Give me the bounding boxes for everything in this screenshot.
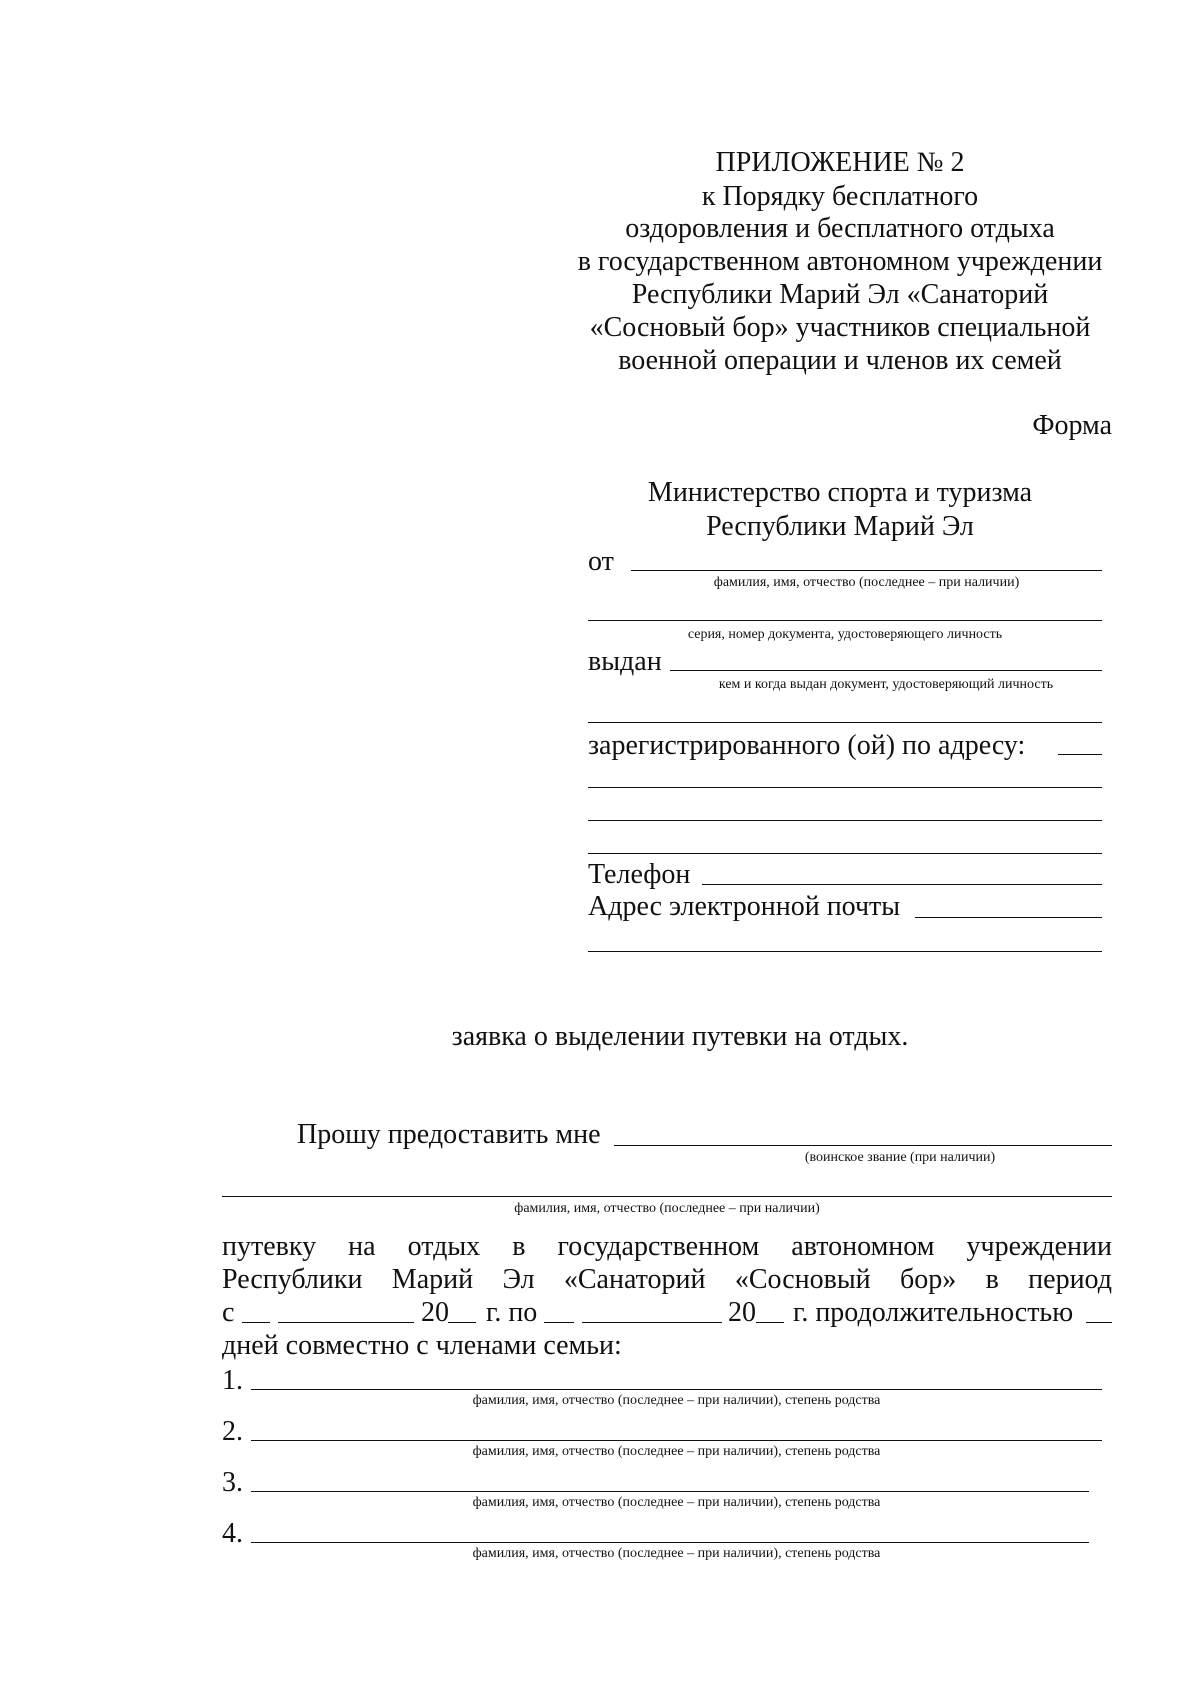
document-series-field[interactable] [588, 620, 1102, 621]
member-1-hint: фамилия, имя, отчество (последнее – при наличии), степень родства [472, 1393, 881, 1408]
appendix-line-5: «Сосновый бор» участников специальной [589, 312, 1091, 343]
document-series-hint: серия, номер документа, удостоверяющего личность [687, 627, 1003, 642]
body-line-2: Республики Марий Эл «Санаторий «Сосновый бор» в период [222, 1264, 1112, 1295]
issued-by-field-2[interactable] [588, 722, 1102, 723]
member-3-hint: фамилия, имя, отчество (последнее – при наличии), степень родства [472, 1495, 881, 1510]
email-label: Адрес электронной почты [588, 891, 901, 922]
issued-label: выдан [588, 646, 662, 677]
period-start-day-field[interactable] [242, 1322, 270, 1323]
member-2-number: 2. [222, 1416, 243, 1447]
address-label: зарегистрированного (ой) по адресу: [588, 730, 1026, 761]
member-2-field[interactable] [251, 1440, 1102, 1441]
duration-days-field[interactable] [1086, 1322, 1112, 1323]
body-line-4: дней совместно с членами семьи: [222, 1330, 622, 1361]
appendix-title: ПРИЛОЖЕНИЕ № 2 [715, 147, 965, 178]
from-fio-field[interactable] [631, 570, 1102, 571]
email-field[interactable] [915, 917, 1102, 918]
member-1-field[interactable] [251, 1389, 1102, 1390]
member-2-hint: фамилия, имя, отчество (последнее – при наличии), степень родства [472, 1444, 881, 1459]
address-field-line-2[interactable] [588, 787, 1102, 788]
email-field-line-2[interactable] [588, 951, 1102, 952]
request-intro: Прошу предоставить мне [297, 1119, 601, 1150]
period-20-b: 20 [728, 1297, 756, 1328]
issued-by-hint: кем и когда выдан документ, удостоверяющий личность [718, 677, 1054, 692]
period-start-year-field[interactable] [448, 1322, 476, 1323]
ministry-line-1: Министерство спорта и туризма [647, 477, 1033, 508]
appendix-line-2: оздоровления и бесплатного отдыха [625, 213, 1055, 244]
period-20-a: 20 [421, 1297, 449, 1328]
member-1-number: 1. [222, 1365, 243, 1396]
member-4-field[interactable] [251, 1542, 1089, 1543]
address-field-start[interactable] [1058, 754, 1102, 755]
period-end-month-field[interactable] [582, 1322, 722, 1323]
appendix-line-4: Республики Марий Эл «Санаторий [631, 279, 1049, 310]
appendix-line-6: военной операции и членов их семей [618, 345, 1062, 376]
member-4-hint: фамилия, имя, отчество (последнее – при наличии), степень родства [472, 1546, 881, 1561]
period-duration-label: г. продолжительностью [793, 1297, 1074, 1328]
appendix-line-1: к Порядку бесплатного [701, 181, 979, 212]
from-fio-hint: фамилия, имя, отчество (последнее – при наличии) [713, 575, 1020, 590]
from-label: от [588, 546, 614, 577]
rank-hint: (воинское звание (при наличии) [804, 1150, 996, 1165]
request-heading: заявка о выделении путевки на отдых. [451, 1021, 909, 1052]
period-g-po: г. по [486, 1297, 538, 1328]
body-line-1: путевку на отдых в государственном автономном учреждении [222, 1231, 1112, 1262]
address-field-line-4[interactable] [588, 853, 1102, 854]
ministry-line-2: Республики Марий Эл [706, 511, 974, 542]
appendix-line-3: в государственном автономном учреждении [577, 246, 1103, 277]
applicant-fio-hint: фамилия, имя, отчество (последнее – при наличии) [514, 1201, 820, 1216]
phone-field[interactable] [702, 884, 1102, 885]
address-field-line-3[interactable] [588, 820, 1102, 821]
member-3-field[interactable] [251, 1491, 1089, 1492]
period-end-day-field[interactable] [544, 1322, 574, 1323]
period-end-year-field[interactable] [756, 1322, 784, 1323]
period-start-month-field[interactable] [278, 1322, 414, 1323]
member-4-number: 4. [222, 1518, 243, 1549]
applicant-fio-field[interactable] [222, 1196, 1112, 1197]
phone-label: Телефон [588, 859, 691, 890]
issued-by-field[interactable] [670, 670, 1102, 671]
form-label: Форма [1032, 410, 1112, 441]
rank-field[interactable] [614, 1145, 1112, 1146]
period-c-label: с [222, 1297, 235, 1328]
member-3-number: 3. [222, 1467, 243, 1498]
